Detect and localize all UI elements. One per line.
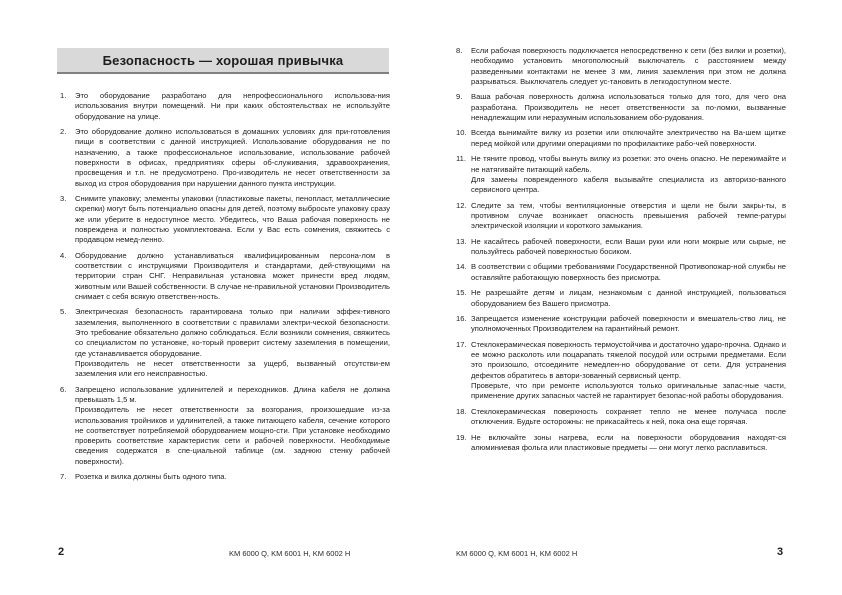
item-number: 18. [456, 406, 467, 416]
item-text [471, 262, 786, 283]
footer-models-left: KM 6000 Q, KM 6001 H, KM 6002 H [229, 549, 351, 558]
list-item [456, 407, 786, 428]
left-column [60, 91, 390, 483]
item-text [471, 340, 786, 402]
item-text [471, 128, 786, 149]
list-item [60, 472, 390, 482]
item-text [75, 307, 390, 379]
item-number: 1. [60, 91, 67, 100]
footer-models-right: KM 6000 Q, KM 6001 H, KM 6002 H [456, 549, 578, 558]
item-number: 6. [60, 384, 67, 394]
item-paragraph: Оборудование должно устанавливаться квалифицированным персона-лом в соответствии с инструкциями Производителя и стандартами, дей-ствующими на территории стран СНГ. Неправильная установка может принести вред людям, животным или Вашей собственности. В случае не-правильной установки Производитель снимает с себя всякую ответствен-ность. [75, 250, 390, 301]
list-item [60, 385, 390, 467]
item-paragraph: Запрещается изменение конструкции рабочей поверхности и вмешатель-ство лиц, не уполномоченных Производителем на гарантийный ремонт. [471, 314, 786, 334]
list-item [456, 262, 786, 283]
item-paragraph: В соответствии с общими требованиями Государственной Противопожар-ной службы не оставляйте работающую поверхность без присмотра. [471, 262, 786, 282]
list-item [60, 91, 390, 122]
list-item [456, 237, 786, 258]
item-paragraph: Это оборудование должно использоваться в домашних условиях для при-готовления пищи в соответствии с данной инструкцией. Использование оборудования не по назначению, а также профессиональное использование, использование рабочей поверхности в офисах, предприятиях сферы об-служивания, здравоохранения, просвещения и т.п. не предусмотрено. Про-изводитель не несет ответственности за выход из строя оборудования при нарушении данного пункта инструкции. [75, 127, 390, 188]
item-number: 16. [456, 314, 467, 324]
item-paragraph: Снимите упаковку; элементы упаковки (пластиковые пакеты, пенопласт, металлические скрепки) могут быть потенциально опасны для детей, поэтому выбросьте упаковку сразу же или уберите в недоступное место. Убедитесь, что Ваша рабочая поверхность не повреждена и полностью укомплектована. Если у Вас есть сомнения, свяжитесь с продавцом немед-ленно. [75, 194, 390, 245]
item-paragraph: Стеклокерамическая поверхность термоустойчива и достаточно ударо-прочна. Однако и ее можно расколоть или поцарапать тяжелой посудой или острыми предметами. Если это произошло, отсоедините немедлен-но оборудование от сети. Для устранения дефектов обратитесь в автори-зованный сервисный центр. [471, 339, 786, 380]
item-paragraph: Не включайте зоны нагрева, если на поверхности оборудования находят-ся алюминиевая фольга или пластиковые предметы — они могут легко расплавиться. [471, 432, 786, 452]
list-item [456, 340, 786, 402]
item-text [471, 201, 786, 232]
section-title: Безопасность — хорошая привычка [57, 48, 389, 74]
item-text [471, 237, 786, 258]
list-item [60, 194, 390, 245]
item-paragraph: Стеклокерамическая поверхность сохраняет тепло не менее получаса после отключения. Будьте осторожны: не прикасайтесь к ней, пока она еще горячая. [471, 406, 786, 427]
item-paragraph: Не касайтесь рабочей поверхности, если Ваши руки или ноги мокрые или сырые, не пользуйтесь рабочей поверхностью босиком. [471, 236, 786, 256]
item-number: 4. [60, 250, 67, 260]
list-item [456, 128, 786, 149]
item-number: 15. [456, 288, 467, 298]
item-number: 2. [60, 127, 67, 137]
item-paragraph: Следите за тем, чтобы вентиляционные отверстия и щели не были закры-ты, в противном случае возникает опасность превышения рабочей темпе-ратуры электрической изоляции и короткого замыкания. [471, 200, 786, 231]
item-text [471, 92, 786, 123]
item-number: 11. [456, 154, 466, 164]
item-paragraph: Запрещено использование удлинителей и переходников. Длина кабеля не должна превышать 1,5 м. [75, 384, 390, 404]
page-number-right: 3 [777, 546, 784, 558]
list-item [456, 201, 786, 232]
item-text [75, 127, 390, 189]
list-item [60, 307, 390, 379]
item-text [75, 251, 390, 302]
list-item [456, 288, 786, 309]
item-paragraph: Всегда вынимайте вилку из розетки или отключайте электричество на Ва-шем щитке перед мойкой или другими операциями по профилактике рабо-чей поверхности. [471, 128, 786, 148]
item-paragraph: Если рабочая поверхность подключается непосредственно к сети (без вилки и розетки), необходимо установить многополюсный выключатель с расстоянием между разведенными контактами не менее 3 мм, линия заземления при этом не должна разрываться. Выключатель следует ус-тановить в легкодоступном месте. [471, 46, 786, 86]
item-number: 7. [60, 472, 67, 482]
item-text [471, 433, 786, 454]
item-paragraph: Не тяните провод, чтобы вынуть вилку из розетки: это очень опасно. Не пережимайте и не натягивайте питающий кабель. [471, 154, 786, 174]
item-paragraph: Ваша рабочая поверхность должна использоваться только для того, для чего она разработана. Производитель не несет ответственности за по-ломки, вызванные ненадлежащим или неразумным использованием обо-рудования. [471, 92, 786, 122]
item-number: 14. [456, 262, 467, 272]
item-text [471, 314, 786, 335]
right-column [456, 46, 786, 453]
item-text [75, 472, 390, 482]
item-paragraph: Электрическая безопасность гарантирована только при наличии эффек-тивного заземления, выполненного в соответствии с правилами электри-ческой безопасности. Это требование обязательно должно соблюдаться. Если возникли сомнения, свяжитесь со специалистом по установке, ко-торый проверит систему заземления в помещении, где устанавливается оборудование. [75, 307, 390, 358]
item-number: 17. [456, 339, 467, 349]
item-number: 12. [456, 200, 467, 210]
page-number-left: 2 [58, 546, 65, 558]
list-item [456, 433, 786, 454]
item-paragraph: Не разрешайте детям и лицам, незнакомым с данной инструкцией, пользоваться оборудованием без Вашего присмотра. [471, 288, 786, 308]
item-text [471, 154, 786, 195]
list-item [456, 92, 786, 123]
item-text [75, 385, 390, 467]
item-text [471, 46, 786, 87]
list-item [456, 46, 786, 87]
item-paragraph: Это оборудование разработано для непрофессионального использова-ния использования внутри помещений. Ни при каких обстоятельствах не используйте оборудование на улице. [75, 91, 390, 121]
item-paragraph: Производитель не несет ответственности за возгорания, произошедшие из-за использования тройников и удлинителей, а также питающего кабеля, сечение которого не соответствует потребляемой оборудованием мощно-сти. При установке необходимо проверить соответствие характеристик сети и рабочей поверхности. Необходимые сведения содержатся в спе-циальной таблице (см. заднюю стенку рабочей поверхности). [75, 405, 390, 466]
item-number: 9. [456, 92, 463, 102]
list-item [456, 314, 786, 335]
item-paragraph: Проверьте, что при ремонте используются только оригинальные запас-ные части, применение других запасных частей не гарантирует безопас-ной работы оборудования. [471, 381, 786, 401]
item-text [471, 288, 786, 309]
item-number: 19. [456, 432, 467, 442]
item-text [75, 91, 390, 122]
list-item [60, 127, 390, 189]
list-item [456, 154, 786, 195]
item-paragraph: Для замены поврежденного кабеля вызывайте специалиста из авторизо-ванного сервисного центра. [471, 174, 786, 195]
item-paragraph: Производитель не несет ответственности за ущерб, вызванный отсутстви-ем заземления или его неисправностью. [75, 358, 390, 379]
item-number: 5. [60, 307, 67, 317]
list-item [60, 251, 390, 302]
item-number: 8. [456, 46, 463, 55]
item-number: 10. [456, 128, 467, 138]
item-number: 13. [456, 236, 467, 246]
item-number: 3. [60, 194, 67, 204]
item-paragraph: Розетка и вилка должны быть одного типа. [75, 472, 227, 482]
item-text [471, 407, 786, 428]
item-text [75, 194, 390, 245]
